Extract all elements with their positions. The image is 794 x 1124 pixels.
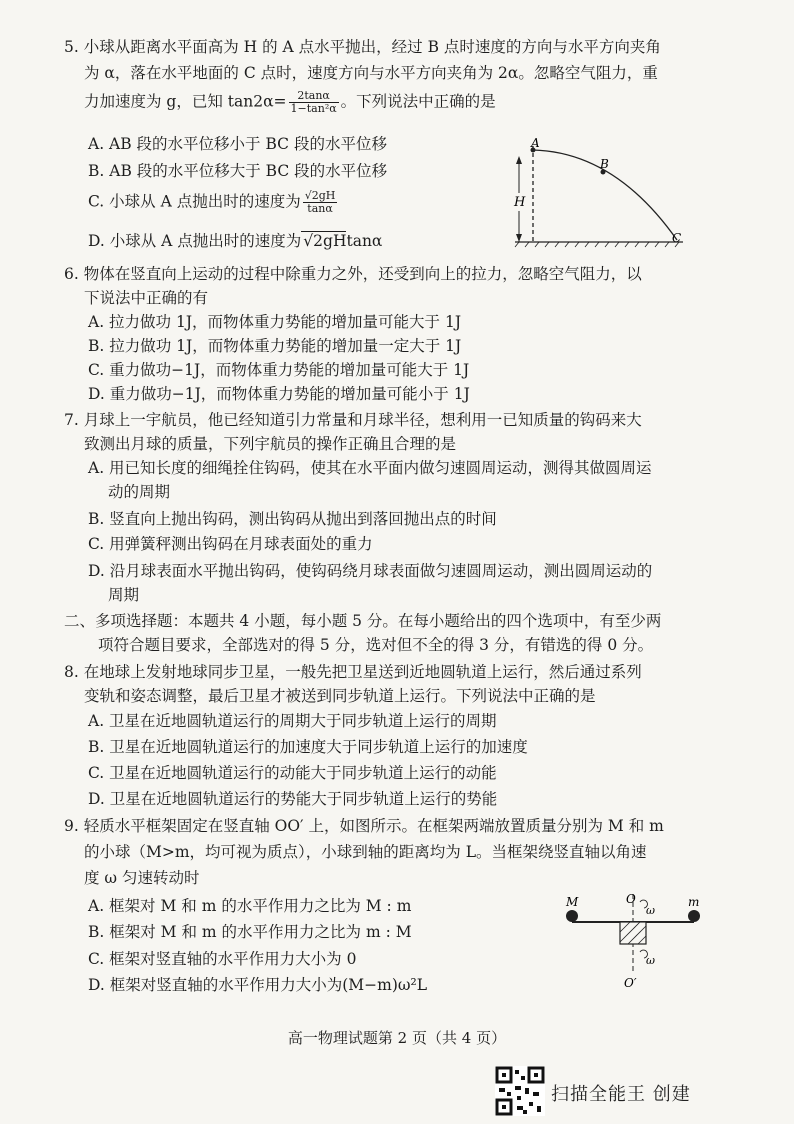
section2-heading-line1: 二、多项选择题：本题共 4 小题，每小题 5 分。在每小题给出的四个选项中，有至少两	[64, 612, 662, 630]
q5-fraction	[289, 90, 339, 115]
q7-option-d-line1: D. 沿月球表面水平抛出钩码，使钩码绕月球表面做匀速圆周运动，测出圆周运动的	[88, 562, 653, 580]
q7-option-a-line2: 动的周期	[108, 483, 171, 501]
q9-label-omega-top: ω	[646, 904, 655, 917]
q9-line3: 度 ω 匀速转动时	[84, 869, 200, 887]
q5-option-d-suffix: tanα	[346, 232, 383, 250]
q5-option-c-num: √2gH	[304, 189, 336, 202]
q5-label-h: H	[514, 195, 526, 210]
q8-option-a: A. 卫星在近地圆轨道运行的周期大于同步轨道上运行的周期	[88, 712, 497, 730]
page-footer: 高一物理试题第 2 页（共 4 页）	[287, 1029, 507, 1047]
q7-option-c: C. 用弹簧秤测出钩码在月球表面处的重力	[88, 535, 373, 553]
q6-option-a: A. 拉力做功 1J，而物体重力势能的增加量可能大于 1J	[88, 313, 462, 331]
q9-hub-block	[620, 922, 646, 944]
q6-option-d: D. 重力做功−1J，而物体重力势能的增加量可能小于 1J	[88, 385, 470, 403]
q5-line3	[84, 90, 496, 115]
q5-label-b: B	[600, 157, 609, 171]
q5-option-d-prefix: D. 小球从 A 点抛出时的速度为	[88, 232, 302, 250]
qr-code-icon	[495, 1066, 545, 1116]
q5-option-d-sqrt: √2gH	[303, 232, 347, 250]
q7-option-d-line2: 周期	[108, 586, 140, 604]
q5-frac-num: 2tanα	[289, 90, 339, 103]
q9-label-big-m: M	[566, 895, 579, 909]
q5-height-arrow-down	[516, 234, 522, 242]
q9-option-a: A. 框架对 M 和 m 的水平作用力之比为 M : m	[88, 897, 412, 915]
q7-line2: 致测出月球的质量，下列宇航员的操作正确且合理的是	[84, 435, 457, 453]
q5-line3-suffix: 。下列说法中正确的是	[340, 92, 496, 111]
q9-option-d: D. 框架对竖直轴的水平作用力大小为(M−m)ω²L	[88, 976, 428, 994]
q7-option-b: B. 竖直向上抛出钩码，测出钩码从抛出到落回抛出点的时间	[88, 510, 497, 528]
scanner-watermark-text: 扫描全能王 创建	[551, 1084, 691, 1105]
section2-heading-line2: 项符合题目要求，全部选对的得 5 分，选对但不全的得 3 分，有错选的得 0 分。	[98, 636, 654, 654]
q5-option-c-fraction	[303, 190, 338, 215]
q9-ball-big-m	[566, 910, 578, 922]
q9-line1: 9. 轻质水平框架固定在竖直轴 OO′ 上，如图所示。在框架两端放置质量分别为 M 和 m	[64, 817, 664, 835]
q5-line3-prefix: 力加速度为 g，已知 tan2α=	[84, 92, 287, 111]
q6-line2: 下说法中正确的有	[84, 289, 209, 307]
q5-option-c	[88, 190, 339, 215]
q9-option-c: C. 框架对竖直轴的水平作用力大小为 0	[88, 950, 357, 968]
q5-projectile-figure	[505, 138, 695, 250]
q6-line1: 6. 物体在竖直向上运动的过程中除重力之外，还受到向上的拉力，忽略空气阻力，以	[64, 265, 642, 283]
q8-option-d: D. 卫星在近地圆轨道运行的势能大于同步轨道上运行的势能	[88, 790, 498, 808]
q6-option-c: C. 重力做功−1J，而物体重力势能的增加量可能大于 1J	[88, 361, 470, 379]
q8-option-b: B. 卫星在近地圆轨道运行的加速度大于同步轨道上运行的加速度	[88, 738, 528, 756]
q8-line2: 变轨和姿态调整，最后卫星才被送到同步轨道上运行。下列说法中正确的是	[84, 687, 596, 705]
q5-ground-hatch	[515, 242, 679, 247]
q9-label-o: O	[626, 892, 636, 906]
q8-line1: 8. 在地球上发射地球同步卫星，一般先把卫星送到近地圆轨道上运行，然后通过系列	[64, 663, 642, 681]
q5-label-c: C	[672, 231, 682, 245]
q5-frac-den: 1−tan²α	[290, 102, 337, 115]
q5-line1: 5. 小球从距离水平面高为 H 的 A 点水平抛出，经过 B 点时速度的方向与水平方向夹角	[64, 38, 661, 56]
q9-rotating-frame-figure	[558, 890, 708, 992]
q9-ball-small-m	[688, 910, 700, 922]
q5-option-c-den: tanα	[307, 202, 333, 215]
qr-code-graphic	[495, 1066, 545, 1116]
q6-option-b: B. 拉力做功 1J，而物体重力势能的增加量一定大于 1J	[88, 337, 462, 355]
q5-option-c-prefix: C. 小球从 A 点抛出时的速度为	[88, 192, 301, 211]
q5-option-b: B. AB 段的水平位移大于 BC 段的水平位移	[88, 162, 388, 180]
q9-label-small-m: m	[688, 895, 700, 909]
q9-label-o-prime: O′	[624, 976, 637, 990]
q5-option-d	[88, 230, 382, 252]
q8-option-c: C. 卫星在近地圆轨道运行的动能大于同步轨道上运行的动能	[88, 764, 497, 782]
q5-height-arrow-up	[516, 156, 522, 164]
q9-option-b: B. 框架对 M 和 m 的水平作用力之比为 m : M	[88, 923, 412, 941]
q5-option-a: A. AB 段的水平位移小于 BC 段的水平位移	[88, 135, 387, 153]
q5-label-a: A	[531, 138, 540, 150]
q5-line2: 为 α，落在水平地面的 C 点时，速度方向与水平方向夹角为 2α。忽略空气阻力，重	[84, 64, 658, 82]
q7-option-a-line1: A. 用已知长度的细绳拴住钩码，使其在水平面内做匀速圆周运动，测得其做圆周运	[88, 459, 652, 477]
q9-label-omega-bottom: ω	[646, 954, 655, 967]
q7-line1: 7. 月球上一宇航员，他已经知道引力常量和月球半径，想利用一已知质量的钩码来大	[64, 411, 642, 429]
q9-line2: 的小球（M>m，均可视为质点），小球到轴的距离均为 L。当框架绕竖直轴以角速	[84, 843, 647, 861]
